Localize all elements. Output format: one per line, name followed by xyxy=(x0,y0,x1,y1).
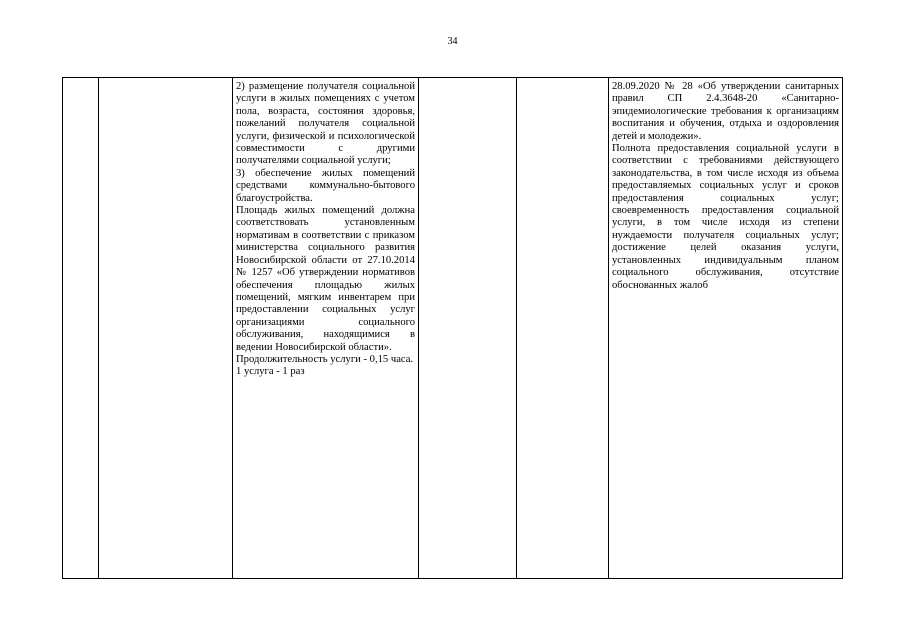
table-cell-empty xyxy=(419,78,517,579)
table-cell-empty xyxy=(517,78,609,579)
table-cell-quality-criteria xyxy=(609,78,843,579)
quality-criteria-paragraph: Полнота предоставления социальной услуги в соответствии с требованиями действующего законодательства, в том числе исходя из объема предоставляемых социальных услуг и сроков предоставления социальных услуг; своевременность предоставления социальной услуги, в том числе исходя из степени нуждаемости получателя социальных услуг; достижение целей оказания услуги, установленных индивидуальным планом социального обслуживания, отсутствие обоснованных жалоб xyxy=(612,143,839,291)
page-number: 34 xyxy=(447,36,458,47)
table-cell-service-name xyxy=(99,78,233,579)
services-table xyxy=(62,77,843,579)
service-description-paragraph: 1 услуга - 1 раз xyxy=(236,366,305,378)
quality-criteria-paragraph: 28.09.2020 № 28 «Об утверждении санитарных правил СП 2.4.3648-20 «Санитарно-эпидемиологические требования к организациям воспитания и обучения, отдыха и оздоровления детей и молодежи». xyxy=(612,81,839,142)
service-description-paragraph: 2) размещение получателя социальной услуги в жилых помещениях с учетом пола, возраста, состояния здоровья, пожеланий получателя социальной услуги, физической и психологической совместимости с другими получателями социальной услуги; xyxy=(236,81,415,167)
table-cell-number xyxy=(63,78,99,579)
service-description-paragraph: 3) обеспечение жилых помещений средствами коммунально-бытового благоустройства. xyxy=(236,167,415,204)
service-description-paragraph: Продолжительность услуги - 0,15 часа. xyxy=(236,353,414,365)
service-description-paragraph: Площадь жилых помещений должна соответствовать установленным нормативам в соответствии с приказом министерства социального развития Новосибирской области от 27.10.2014 № 1257 «Об утверждении нормативов обеспечения площадью жилых помещений, мягким инвентарем при предоставлении социальных услуг организациями социального обслуживания, находящимися в ведении Новосибирской области». xyxy=(236,205,415,353)
table-cell-service-description xyxy=(233,78,419,579)
table-row xyxy=(63,78,843,579)
